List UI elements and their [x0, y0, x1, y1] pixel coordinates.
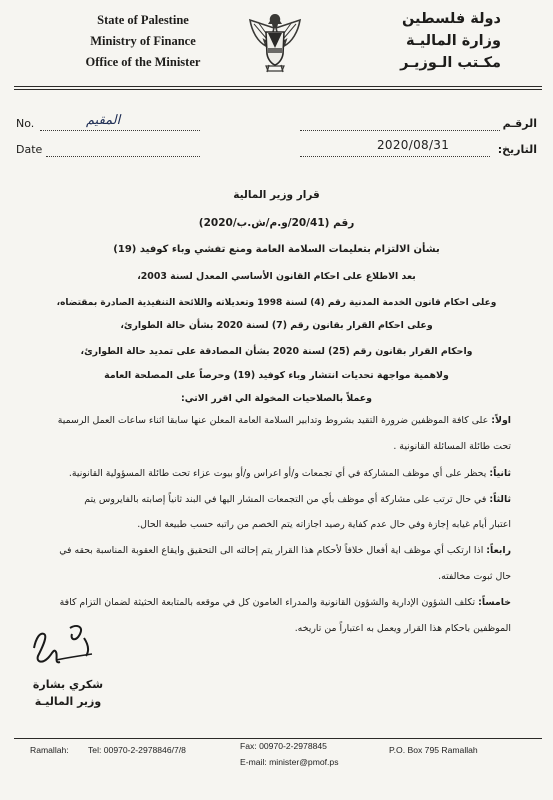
preamble-line: بعد الاطلاع على احكام القانون الأساسي المعدل لسنة 2003،: [137, 271, 416, 282]
header-english: [58, 10, 228, 73]
decision-subject: بشأن الالتزام بتعليمات السلامة العامة ومنع تفشي وباء كوفيد (19): [113, 244, 440, 255]
date-ar-dots: [300, 156, 490, 157]
header-en-state: State of Palestine: [97, 13, 189, 27]
signatory-name: شكري بشارة: [32, 678, 104, 691]
article-3: [35, 493, 511, 507]
article-5-text: تكلف الشؤون الإدارية والشؤون القانونية والمدراء العامون كل في موقعه بالمتابعة الحثيثة لضمان التزام كافة: [59, 597, 476, 608]
article-2-text: يحظر على أي موظف المشاركة في أي تجمعات و/أو اعراس و/أو بيوت عزاء تحت طائلة المسؤولية القانونية.: [68, 468, 487, 479]
article-1-text: على كافة الموظفين ضرورة التقيد بشروط وتدابير السلامة العامة المعلن عنها سابقا اثناء ساعات العمل الرسمية: [57, 415, 489, 426]
no-ar-dots: [300, 130, 500, 131]
footer-rule: [14, 738, 542, 739]
footer-pobox: P.O. Box 795 Ramallah: [389, 745, 478, 755]
date-ar-label: التاريخ:: [497, 143, 537, 156]
article-1-continued: تحت طائلة المسائلة القانونية .: [393, 441, 511, 452]
header-ar-office: مكـتب الـوزيـر: [400, 55, 501, 71]
footer-email: E-mail: minister@pmof.ps: [240, 757, 339, 767]
header-ar-state: دولة فلسطين: [401, 11, 501, 27]
header-en-office: Office of the Minister: [85, 55, 201, 69]
article-5: [35, 596, 511, 610]
no-ar-label: الرقـم: [502, 117, 537, 130]
article-4-continued: حال ثبوت مخالفته.: [438, 571, 511, 582]
date-dots: [46, 156, 200, 157]
article-3-lead: ثالثاً:: [489, 494, 511, 505]
decision-title: قرار وزير المالية: [233, 189, 320, 201]
preamble-line: وعلى احكام قانون الخدمة المدنية رقم (4) لسنة 1998 وتعديلاته واللائحة التنفيذية الصادرة بمقتضاه،: [56, 298, 497, 308]
article-4-text: اذا ارتكب أي موظف اية أفعال خلافاً لأحكام هذا القرار يتم إحالته الى التحقيق وايقاع العقوبة المناسبة بحقه في: [59, 545, 484, 556]
footer-fax: Fax: 00970-2-2978845: [240, 741, 327, 751]
preamble-line: وعلى احكام القرار بقانون رقم (7) لسنة 2020 بشأن حالة الطوارئ،: [120, 320, 433, 331]
preamble-line: وعملاً بالصلاحيات المخولة الي اقرر الاتي:: [180, 393, 372, 404]
no-label: No.: [16, 117, 35, 130]
footer-city: Ramallah:: [30, 745, 69, 755]
footer-tel: Tel: 00970-2-2978846/7/8: [88, 745, 186, 755]
date-label: Date: [16, 143, 43, 156]
header-ar-ministry: وزارة الماليـة: [406, 33, 501, 49]
palestine-eagle-emblem-icon: [244, 10, 306, 74]
article-2: [35, 467, 511, 481]
article-4: [35, 544, 511, 558]
handwritten-signature-icon: [26, 618, 104, 672]
article-1: [35, 414, 511, 428]
header-en-ministry: Ministry of Finance: [90, 34, 196, 48]
article-1-lead: اولاً:: [491, 415, 511, 426]
article-4-lead: رابعاً:: [486, 545, 511, 556]
date-handwritten-value: 2020/08/31: [377, 138, 450, 152]
no-dots: [40, 130, 200, 131]
signatory-title: وزير الماليـة: [34, 695, 102, 708]
decision-number: رقم (20/41/و.م/ش.ب/2020): [198, 217, 355, 229]
preamble-line: ولاهمية مواجهة تحديات انتشار وباء كوفيد (19) وحرصاً على المصلحة العامة: [104, 370, 449, 381]
header-rule-thin: [14, 89, 542, 90]
preamble-line: واحكام القرار بقانون رقم (25) لسنة 2020 بشأن المصادقة على تمديد حالة الطوارئ،: [80, 346, 473, 357]
article-2-lead: ثانياً:: [489, 468, 511, 479]
article-3-continued: اعتبار أيام غيابه إجازة وفي حال عدم كفاية رصيد اجازاته يتم الخصم من راتبه حسب طبيعة الحال.: [137, 519, 511, 530]
article-5-continued: الموظفين باحكام هذا القرار ويعمل به اعتباراً من تاريخه.: [294, 623, 511, 634]
no-handwritten-value: المقيم: [86, 113, 121, 128]
signatory: [28, 676, 108, 710]
header-rule: [14, 86, 542, 87]
header-arabic: [341, 8, 501, 74]
article-5-lead: خامساً:: [478, 597, 511, 608]
article-3-text: في حال ترتب على مشاركة أي موظف بأي من التجمعات المشار اليها في البند ثانياً إصابته بالفايروس يتم: [84, 494, 487, 505]
